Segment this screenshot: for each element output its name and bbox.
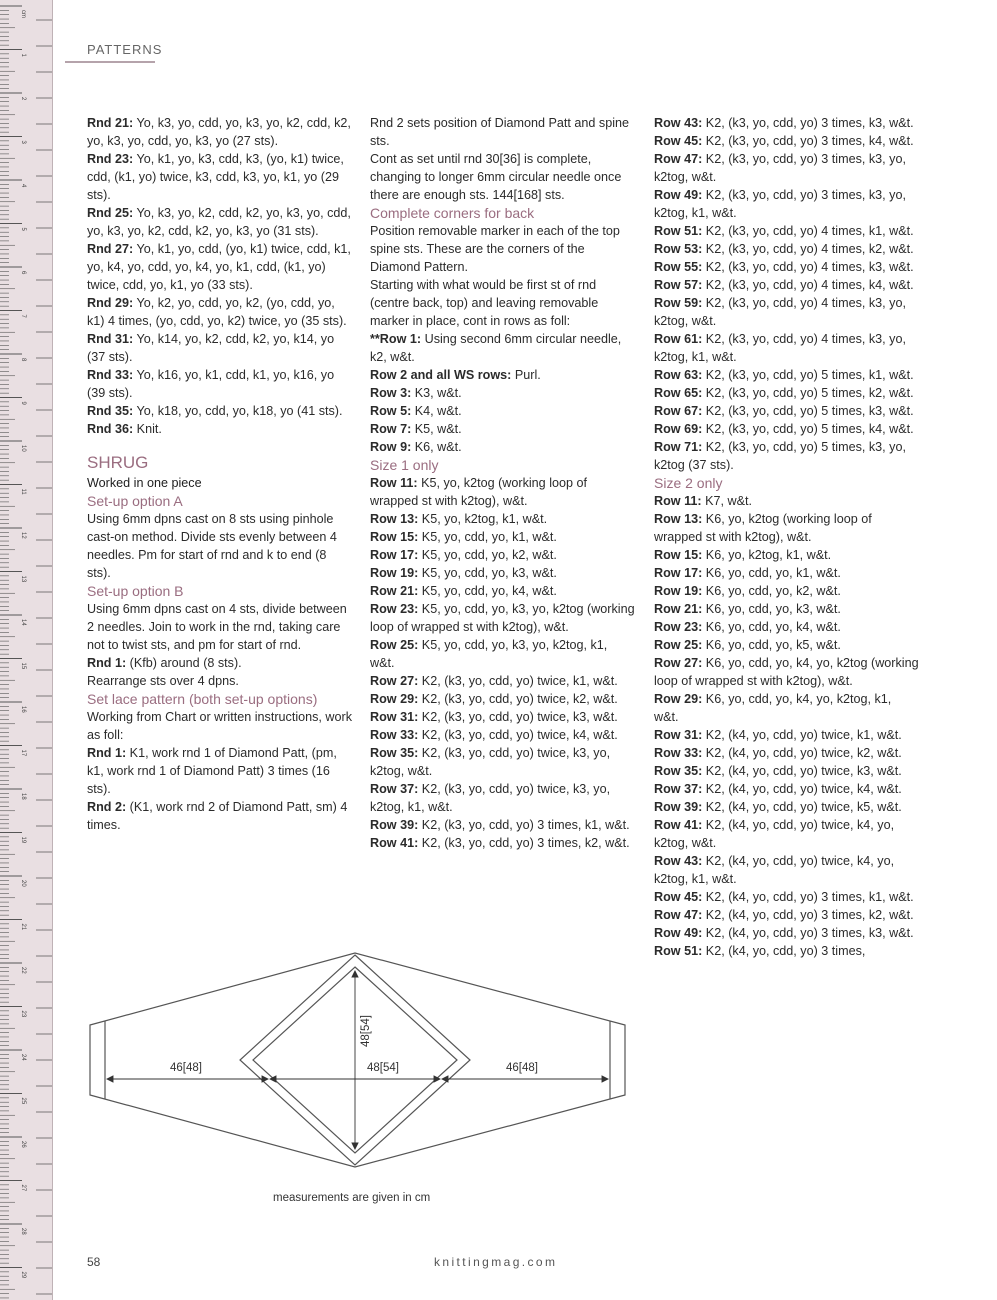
- instruction-line: [370, 816, 635, 834]
- instruction-text: K2, (k3, yo, cdd, yo) 5 times, k1, w&t.: [702, 368, 914, 382]
- instruction-text: Starting with what would be first st of rnd (centre back, top) and leaving removable marker in place, cont in rows as foll:: [370, 278, 599, 328]
- instruction-line: [370, 402, 635, 420]
- instruction-line: [654, 780, 919, 798]
- instruction-line: [654, 924, 919, 942]
- instruction-text: K5, yo, cdd, yo, k4, w&t.: [418, 584, 557, 598]
- instruction-text: K2, (k4, yo, cdd, yo) twice, k3, w&t.: [702, 764, 902, 778]
- centre-width-label: 48[54]: [367, 1062, 399, 1074]
- instruction-text: K6, yo, cdd, yo, k5, w&t.: [702, 638, 841, 652]
- instruction-line: [87, 744, 352, 798]
- instruction-label: **Row 1:: [370, 332, 422, 346]
- instruction-text: K2, (k3, yo, cdd, yo) twice, k2, w&t.: [418, 692, 618, 706]
- instruction-line: [654, 150, 919, 186]
- instruction-line: [370, 600, 635, 636]
- ruler-label: 6: [20, 271, 26, 275]
- instruction-line: [87, 708, 352, 744]
- ruler-label: 9: [20, 401, 26, 405]
- instruction-text: K2, (k4, yo, cdd, yo) 3 times, k2, w&t.: [702, 908, 914, 922]
- instruction-line: [654, 816, 919, 852]
- page-number: 58: [87, 1255, 101, 1269]
- left-width-label: 46[48]: [170, 1062, 202, 1074]
- instruction-text: K6, yo, k2tog, k1, w&t.: [702, 548, 832, 562]
- instruction-text: K2, (k4, yo, cdd, yo) twice, k2, w&t.: [702, 746, 902, 760]
- instruction-text: K2, (k3, yo, cdd, yo) 5 times, k2, w&t.: [702, 386, 914, 400]
- instruction-label: Row 43:: [654, 854, 703, 868]
- ruler-label: 19: [20, 836, 26, 844]
- instruction-line: [370, 222, 635, 276]
- instruction-line: [654, 276, 919, 294]
- instruction-line: [654, 402, 919, 420]
- instruction-label: Row 47:: [654, 908, 703, 922]
- side-ruler: [0, 0, 53, 1300]
- column-1: [87, 114, 352, 834]
- instruction-label: Rnd 31:: [87, 332, 134, 346]
- instruction-text: K2, (k4, yo, cdd, yo) twice, k4, w&t.: [702, 782, 902, 796]
- instruction-text: Using 6mm dpns cast on 4 sts, divide between 2 needles. Join to work in the rnd, taking care not to twist sts, and pm for start of rnd.: [87, 602, 347, 652]
- instruction-text: Yo, k16, yo, k1, cdd, k1, yo, k16, yo (39 sts).: [87, 368, 335, 400]
- instruction-text: K2, (k4, yo, cdd, yo) 3 times,: [702, 944, 866, 958]
- subsection-heading: Complete corners for back: [370, 205, 535, 221]
- instruction-label: Row 29:: [370, 692, 419, 706]
- ruler-label: 22: [20, 967, 26, 974]
- instruction-text: K2, (k3, yo, cdd, yo) 3 times, k3, yo, k2tog, k1, w&t.: [654, 188, 906, 220]
- ruler-label: 18: [20, 793, 26, 800]
- instruction-label: Row 55:: [654, 260, 703, 274]
- instruction-text: K2, (k3, yo, cdd, yo) 4 times, k4, w&t.: [702, 278, 914, 292]
- subsection-heading: Set-up option B: [87, 583, 184, 599]
- instruction-label: Row 17:: [654, 566, 703, 580]
- instruction-label: Row 47:: [654, 152, 703, 166]
- instruction-text: K2, (k3, yo, cdd, yo) twice, k3, w&t.: [418, 710, 618, 724]
- instruction-line: [654, 618, 919, 636]
- ruler-label: 26: [20, 1141, 26, 1148]
- instruction-line: [654, 132, 919, 150]
- instruction-text: K2, (k3, yo, cdd, yo) 4 times, k2, w&t.: [702, 242, 914, 256]
- instruction-label: Row 43:: [654, 116, 703, 130]
- instruction-text: K3, w&t.: [411, 386, 462, 400]
- instruction-line: [654, 582, 919, 600]
- instruction-text: K5, yo, cdd, yo, k3, yo, k2tog, k1, w&t.: [370, 638, 608, 670]
- instruction-text: K2, (k4, yo, cdd, yo) twice, k4, yo, k2tog, k1, w&t.: [654, 854, 895, 886]
- instruction-text: Using 6mm dpns cast on 8 sts using pinhole cast-on method. Divide sts evenly between 4 needles. Pm for start of rnd and k to end (8 sts).: [87, 512, 337, 580]
- instruction-label: Row 3:: [370, 386, 412, 400]
- instruction-text: K5, yo, k2tog (working loop of wrapped st with k2tog), w&t.: [370, 476, 588, 508]
- instruction-label: Row 15:: [654, 548, 703, 562]
- instruction-label: Row 21:: [370, 584, 419, 598]
- instruction-text: K2, (k3, yo, cdd, yo) 5 times, k4, w&t.: [702, 422, 914, 436]
- instruction-label: Rnd 29:: [87, 296, 134, 310]
- instruction-label: Rnd 21:: [87, 116, 134, 130]
- instruction-text: K2, (k4, yo, cdd, yo) twice, k5, w&t.: [702, 800, 902, 814]
- instruction-label: Rnd 25:: [87, 206, 134, 220]
- instruction-line: [370, 546, 635, 564]
- ruler-label: 12: [20, 532, 26, 539]
- instruction-label: Row 11:: [370, 476, 418, 490]
- instruction-label: Row 37:: [654, 782, 703, 796]
- instruction-line: [87, 654, 352, 672]
- instruction-label: Row 13:: [654, 512, 703, 526]
- instruction-line: [87, 402, 352, 420]
- instruction-label: Row 37:: [370, 782, 419, 796]
- instruction-text: K6, yo, cdd, yo, k4, yo, k2tog (working loop of wrapped st with k2tog), w&t.: [654, 656, 919, 688]
- instruction-label: Row 35:: [654, 764, 703, 778]
- instruction-text: K2, (k3, yo, cdd, yo) 3 times, k4, w&t.: [702, 134, 914, 148]
- instruction-text: Knit.: [133, 422, 162, 436]
- ruler-label: 28: [20, 1228, 26, 1235]
- instruction-text: Yo, k2, yo, cdd, yo, k2, (yo, cdd, yo, k1) 4 times, (yo, cdd, yo, k2) twice, yo (35 sts).: [87, 296, 347, 328]
- instruction-label: Row 41:: [370, 836, 419, 850]
- instruction-text: K2, (k4, yo, cdd, yo) twice, k1, w&t.: [702, 728, 902, 742]
- instruction-label: Row 59:: [654, 296, 703, 310]
- instruction-label: Row 23:: [654, 620, 703, 634]
- instruction-label: Rnd 36:: [87, 422, 134, 436]
- instruction-label: Row 15:: [370, 530, 419, 544]
- instruction-label: Rnd 27:: [87, 242, 134, 256]
- instruction-label: Row 9:: [370, 440, 412, 454]
- instruction-line: [370, 330, 635, 366]
- instruction-text: K6, yo, cdd, yo, k2, w&t.: [702, 584, 841, 598]
- shrug-schematic: [85, 945, 630, 1175]
- instruction-label: Row 17:: [370, 548, 419, 562]
- instruction-label: Row 71:: [654, 440, 703, 454]
- ruler-label: 23: [20, 1010, 26, 1018]
- instruction-label: Row 5:: [370, 404, 412, 418]
- ruler-label: 7: [20, 314, 26, 318]
- instruction-line: [654, 888, 919, 906]
- instruction-text: K6, yo, k2tog (working loop of wrapped st with k2tog), w&t.: [654, 512, 872, 544]
- instruction-label: Row 27:: [370, 674, 419, 688]
- instruction-line: [654, 636, 919, 654]
- instruction-label: Rnd 33:: [87, 368, 134, 382]
- instruction-label: Row 27:: [654, 656, 703, 670]
- instruction-text: Yo, k3, yo, k2, cdd, k2, yo, k3, yo, cdd, yo, k3, yo, k2, cdd, k2, yo, k3, yo (31 sts).: [87, 206, 351, 238]
- instruction-text: K2, (k4, yo, cdd, yo) 3 times, k1, w&t.: [702, 890, 914, 904]
- centre-height-label: 48[54]: [360, 1015, 372, 1047]
- instruction-text: K5, yo, k2tog, k1, w&t.: [418, 512, 548, 526]
- instruction-text: K2, (k3, yo, cdd, yo) 3 times, k3, w&t.: [702, 116, 914, 130]
- instruction-label: Row 31:: [654, 728, 703, 742]
- instruction-line: [370, 114, 635, 150]
- instruction-label: Rnd 1:: [87, 656, 127, 670]
- ruler-label: 11: [20, 488, 26, 495]
- instruction-text: K2, (k4, yo, cdd, yo) twice, k4, yo, k2tog, w&t.: [654, 818, 895, 850]
- instruction-text: Yo, k3, yo, cdd, yo, k3, yo, k2, cdd, k2, yo, k3, yo, cdd, yo, k3, yo (27 sts).: [87, 116, 351, 148]
- instruction-label: Row 29:: [654, 692, 703, 706]
- instruction-text: K2, (k3, yo, cdd, yo) 3 times, k1, w&t.: [418, 818, 630, 832]
- instruction-text: Cont as set until rnd 30[36] is complete, changing to longer 6mm circular needle once there are enough sts. 144[168] sts.: [370, 152, 622, 202]
- instruction-line: [654, 690, 919, 726]
- instruction-line: [370, 672, 635, 690]
- ruler-label: 13: [20, 575, 26, 583]
- instruction-line: [87, 600, 352, 654]
- instruction-text: K2, (k3, yo, cdd, yo) 3 times, k3, yo, k2tog, w&t.: [654, 152, 906, 184]
- ruler-label: 4: [20, 184, 26, 188]
- instruction-line: [654, 240, 919, 258]
- instruction-line: [370, 150, 635, 204]
- instruction-line: [370, 528, 635, 546]
- instruction-label: Row 69:: [654, 422, 703, 436]
- instruction-label: Row 53:: [654, 242, 703, 256]
- instruction-text: (K1, work rnd 2 of Diamond Patt, sm) 4 times.: [87, 800, 348, 832]
- instruction-line: [370, 708, 635, 726]
- instruction-text: Yo, k1, yo, k3, cdd, k3, (yo, k1) twice, cdd, (k1, yo) twice, k3, cdd, k3, yo, k1, yo (29 sts).: [87, 152, 344, 202]
- footer-website: knittingmag.com: [434, 1255, 558, 1269]
- instruction-line: [654, 366, 919, 384]
- instruction-line: [654, 186, 919, 222]
- instruction-text: K5, w&t.: [411, 422, 462, 436]
- ruler-label: 24: [20, 1054, 26, 1061]
- instruction-line: [654, 906, 919, 924]
- instruction-text: K2, (k3, yo, cdd, yo) 4 times, k3, yo, k2tog, w&t.: [654, 296, 906, 328]
- instruction-line: [654, 564, 919, 582]
- instruction-line: [370, 510, 635, 528]
- instruction-line: [370, 276, 635, 330]
- instruction-text: K4, w&t.: [411, 404, 462, 418]
- instruction-line: [370, 636, 635, 672]
- instruction-line: [370, 366, 635, 384]
- instruction-label: Row 45:: [654, 890, 703, 904]
- instruction-label: Row 63:: [654, 368, 703, 382]
- instruction-text: Rnd 2 sets position of Diamond Patt and spine sts.: [370, 116, 630, 148]
- instruction-label: Row 65:: [654, 386, 703, 400]
- instruction-line: [654, 726, 919, 744]
- subsection-heading: Set lace pattern (both set-up options): [87, 691, 318, 707]
- instruction-line: [87, 294, 352, 330]
- instruction-label: Row 45:: [654, 134, 703, 148]
- instruction-label: Row 51:: [654, 224, 703, 238]
- instruction-text: K2, (k3, yo, cdd, yo) 5 times, k3, yo, k2tog (37 sts).: [654, 440, 906, 472]
- ruler-label: 21: [20, 923, 26, 931]
- instruction-label: Row 23:: [370, 602, 419, 616]
- instruction-line: [654, 294, 919, 330]
- instruction-text: K6, w&t.: [411, 440, 462, 454]
- instruction-text: Yo, k1, yo, cdd, (yo, k1) twice, cdd, k1, yo, k4, yo, cdd, yo, k4, yo, k1, cdd, (k1, yo) twice, cdd, yo, k1, yo (33 sts).: [87, 242, 351, 292]
- instruction-line: [370, 474, 635, 510]
- instruction-text: Yo, k14, yo, k2, cdd, k2, yo, k14, yo (37 sts).: [87, 332, 335, 364]
- instruction-line: [87, 330, 352, 366]
- instruction-line: [654, 600, 919, 618]
- instruction-line: [370, 384, 635, 402]
- instruction-line: [654, 942, 919, 960]
- section-underline: [65, 61, 155, 63]
- ruler-label: 1: [20, 53, 26, 57]
- instruction-line: [370, 834, 635, 852]
- instruction-line: [370, 780, 635, 816]
- instruction-line: [654, 798, 919, 816]
- instruction-text: K7, w&t.: [701, 494, 752, 508]
- ruler-label: 5: [20, 227, 26, 231]
- instruction-line: [370, 744, 635, 780]
- instruction-line: [654, 258, 919, 276]
- instruction-label: Rnd 35:: [87, 404, 134, 418]
- instruction-label: Row 7:: [370, 422, 412, 436]
- instruction-line: [654, 114, 919, 132]
- instruction-text: K2, (k3, yo, cdd, yo) 5 times, k3, w&t.: [702, 404, 914, 418]
- instruction-label: Row 13:: [370, 512, 419, 526]
- instruction-text: K2, (k3, yo, cdd, yo) 4 times, k3, yo, k2tog, k1, w&t.: [654, 332, 906, 364]
- ruler-label: 17: [20, 749, 26, 757]
- instruction-line: [654, 744, 919, 762]
- instruction-label: Row 31:: [370, 710, 419, 724]
- instruction-text: K5, yo, cdd, yo, k1, w&t.: [418, 530, 557, 544]
- instruction-text: K5, yo, cdd, yo, k2, w&t.: [418, 548, 557, 562]
- section-subtitle: Worked in one piece: [87, 476, 202, 490]
- instruction-text: K2, (k3, yo, cdd, yo) 4 times, k1, w&t.: [702, 224, 914, 238]
- instruction-line: [370, 690, 635, 708]
- instruction-text: Yo, k18, yo, cdd, yo, k18, yo (41 sts).: [133, 404, 343, 418]
- instruction-text: K6, yo, cdd, yo, k4, w&t.: [702, 620, 841, 634]
- instruction-label: Row 25:: [370, 638, 419, 652]
- ruler-label: 3: [20, 140, 26, 144]
- instruction-text: K6, yo, cdd, yo, k4, yo, k2tog, k1, w&t.: [654, 692, 892, 724]
- instruction-label: Row 19:: [370, 566, 419, 580]
- instruction-text: K2, (k3, yo, cdd, yo) twice, k3, yo, k2tog, w&t.: [370, 746, 611, 778]
- instruction-line: [87, 672, 352, 690]
- instruction-label: Row 49:: [654, 926, 703, 940]
- instruction-text: (Kfb) around (8 sts).: [126, 656, 242, 670]
- subsection-heading: Set-up option A: [87, 493, 183, 509]
- instruction-label: Row 33:: [370, 728, 419, 742]
- instruction-line: [654, 420, 919, 438]
- instruction-line: [87, 798, 352, 834]
- instruction-line: [87, 510, 352, 582]
- instruction-text: K6, yo, cdd, yo, k1, w&t.: [702, 566, 841, 580]
- instruction-text: K6, yo, cdd, yo, k3, w&t.: [702, 602, 841, 616]
- instruction-text: Purl.: [511, 368, 541, 382]
- instruction-line: [654, 510, 919, 546]
- instruction-text: K1, work rnd 1 of Diamond Patt, (pm, k1, work rnd 1 of Diamond Patt) 3 times (16 sts).: [87, 746, 337, 796]
- instruction-line: [654, 330, 919, 366]
- diagram-caption: measurements are given in cm: [273, 1192, 431, 1204]
- instruction-text: K2, (k3, yo, cdd, yo) 4 times, k3, w&t.: [702, 260, 914, 274]
- instruction-label: Row 51:: [654, 944, 703, 958]
- section-heading: SHRUG: [87, 453, 149, 472]
- instruction-line: [654, 654, 919, 690]
- instruction-label: Row 49:: [654, 188, 703, 202]
- column-3: [654, 114, 919, 960]
- instruction-text: K5, yo, cdd, yo, k3, w&t.: [418, 566, 557, 580]
- instruction-text: K2, (k3, yo, cdd, yo) twice, k3, yo, k2tog, k1, w&t.: [370, 782, 611, 814]
- subsection-heading: Size 2 only: [654, 475, 723, 491]
- ruler-label: 8: [20, 358, 26, 362]
- instruction-label: Row 21:: [654, 602, 703, 616]
- ruler-label: 29: [20, 1271, 26, 1279]
- subsection-heading: Size 1 only: [370, 457, 439, 473]
- right-width-label: 46[48]: [506, 1062, 538, 1074]
- instruction-label: Row 39:: [654, 800, 703, 814]
- instruction-label: Rnd 23:: [87, 152, 134, 166]
- instruction-line: [87, 150, 352, 204]
- instruction-line: [654, 438, 919, 474]
- instruction-label: Row 19:: [654, 584, 703, 598]
- instruction-line: [654, 492, 919, 510]
- instruction-text: Working from Chart or written instructions, work as foll:: [87, 710, 353, 742]
- column-2: [370, 114, 635, 852]
- instruction-text: K2, (k3, yo, cdd, yo) twice, k1, w&t.: [418, 674, 618, 688]
- instruction-label: Row 67:: [654, 404, 703, 418]
- ruler-label: 14: [20, 619, 26, 626]
- instruction-label: Rnd 2:: [87, 800, 127, 814]
- instruction-line: [87, 366, 352, 402]
- instruction-label: Row 41:: [654, 818, 703, 832]
- ruler-label: 16: [20, 706, 26, 713]
- instruction-text: K2, (k3, yo, cdd, yo) 3 times, k2, w&t.: [418, 836, 630, 850]
- instruction-line: [654, 384, 919, 402]
- instruction-text: K5, yo, cdd, yo, k3, yo, k2tog (working loop of wrapped st with k2tog), w&t.: [370, 602, 635, 634]
- instruction-line: [654, 546, 919, 564]
- instruction-label: Row 35:: [370, 746, 419, 760]
- instruction-line: [370, 726, 635, 744]
- instruction-text: K2, (k3, yo, cdd, yo) twice, k4, w&t.: [418, 728, 618, 742]
- instruction-text: K2, (k4, yo, cdd, yo) 3 times, k3, w&t.: [702, 926, 914, 940]
- ruler-label: 20: [20, 880, 26, 887]
- ruler-label: 25: [20, 1097, 26, 1105]
- instruction-line: [370, 564, 635, 582]
- instruction-line: [87, 420, 352, 438]
- instruction-label: Row 11:: [654, 494, 702, 508]
- instruction-label: Row 33:: [654, 746, 703, 760]
- ruler-label: 15: [20, 662, 26, 670]
- instruction-label: Row 39:: [370, 818, 419, 832]
- instruction-text: Position removable marker in each of the top spine sts. These are the corners of the Diamond Pattern.: [370, 224, 620, 274]
- instruction-line: [654, 222, 919, 240]
- instruction-line: [87, 240, 352, 294]
- instruction-line: [654, 852, 919, 888]
- section-label: PATTERNS: [87, 42, 163, 57]
- instruction-line: [87, 204, 352, 240]
- ruler-graphic: [0, 0, 53, 1300]
- instruction-line: [654, 762, 919, 780]
- instruction-line: [87, 114, 352, 150]
- ruler-label: 10: [20, 445, 26, 452]
- instruction-line: [370, 420, 635, 438]
- instruction-line: [370, 438, 635, 456]
- instruction-label: Row 57:: [654, 278, 703, 292]
- instruction-label: Row 2 and all WS rows:: [370, 368, 512, 382]
- instruction-text: Using second 6mm circular needle, k2, w&t.: [370, 332, 622, 364]
- instruction-line: [370, 582, 635, 600]
- instruction-label: Rnd 1:: [87, 746, 127, 760]
- ruler-label: 27: [20, 1184, 26, 1192]
- ruler-label: cm: [20, 10, 26, 18]
- instruction-text: Rearrange sts over 4 dpns.: [87, 674, 239, 688]
- instruction-label: Row 25:: [654, 638, 703, 652]
- instruction-label: Row 61:: [654, 332, 703, 346]
- ruler-label: 2: [20, 97, 26, 101]
